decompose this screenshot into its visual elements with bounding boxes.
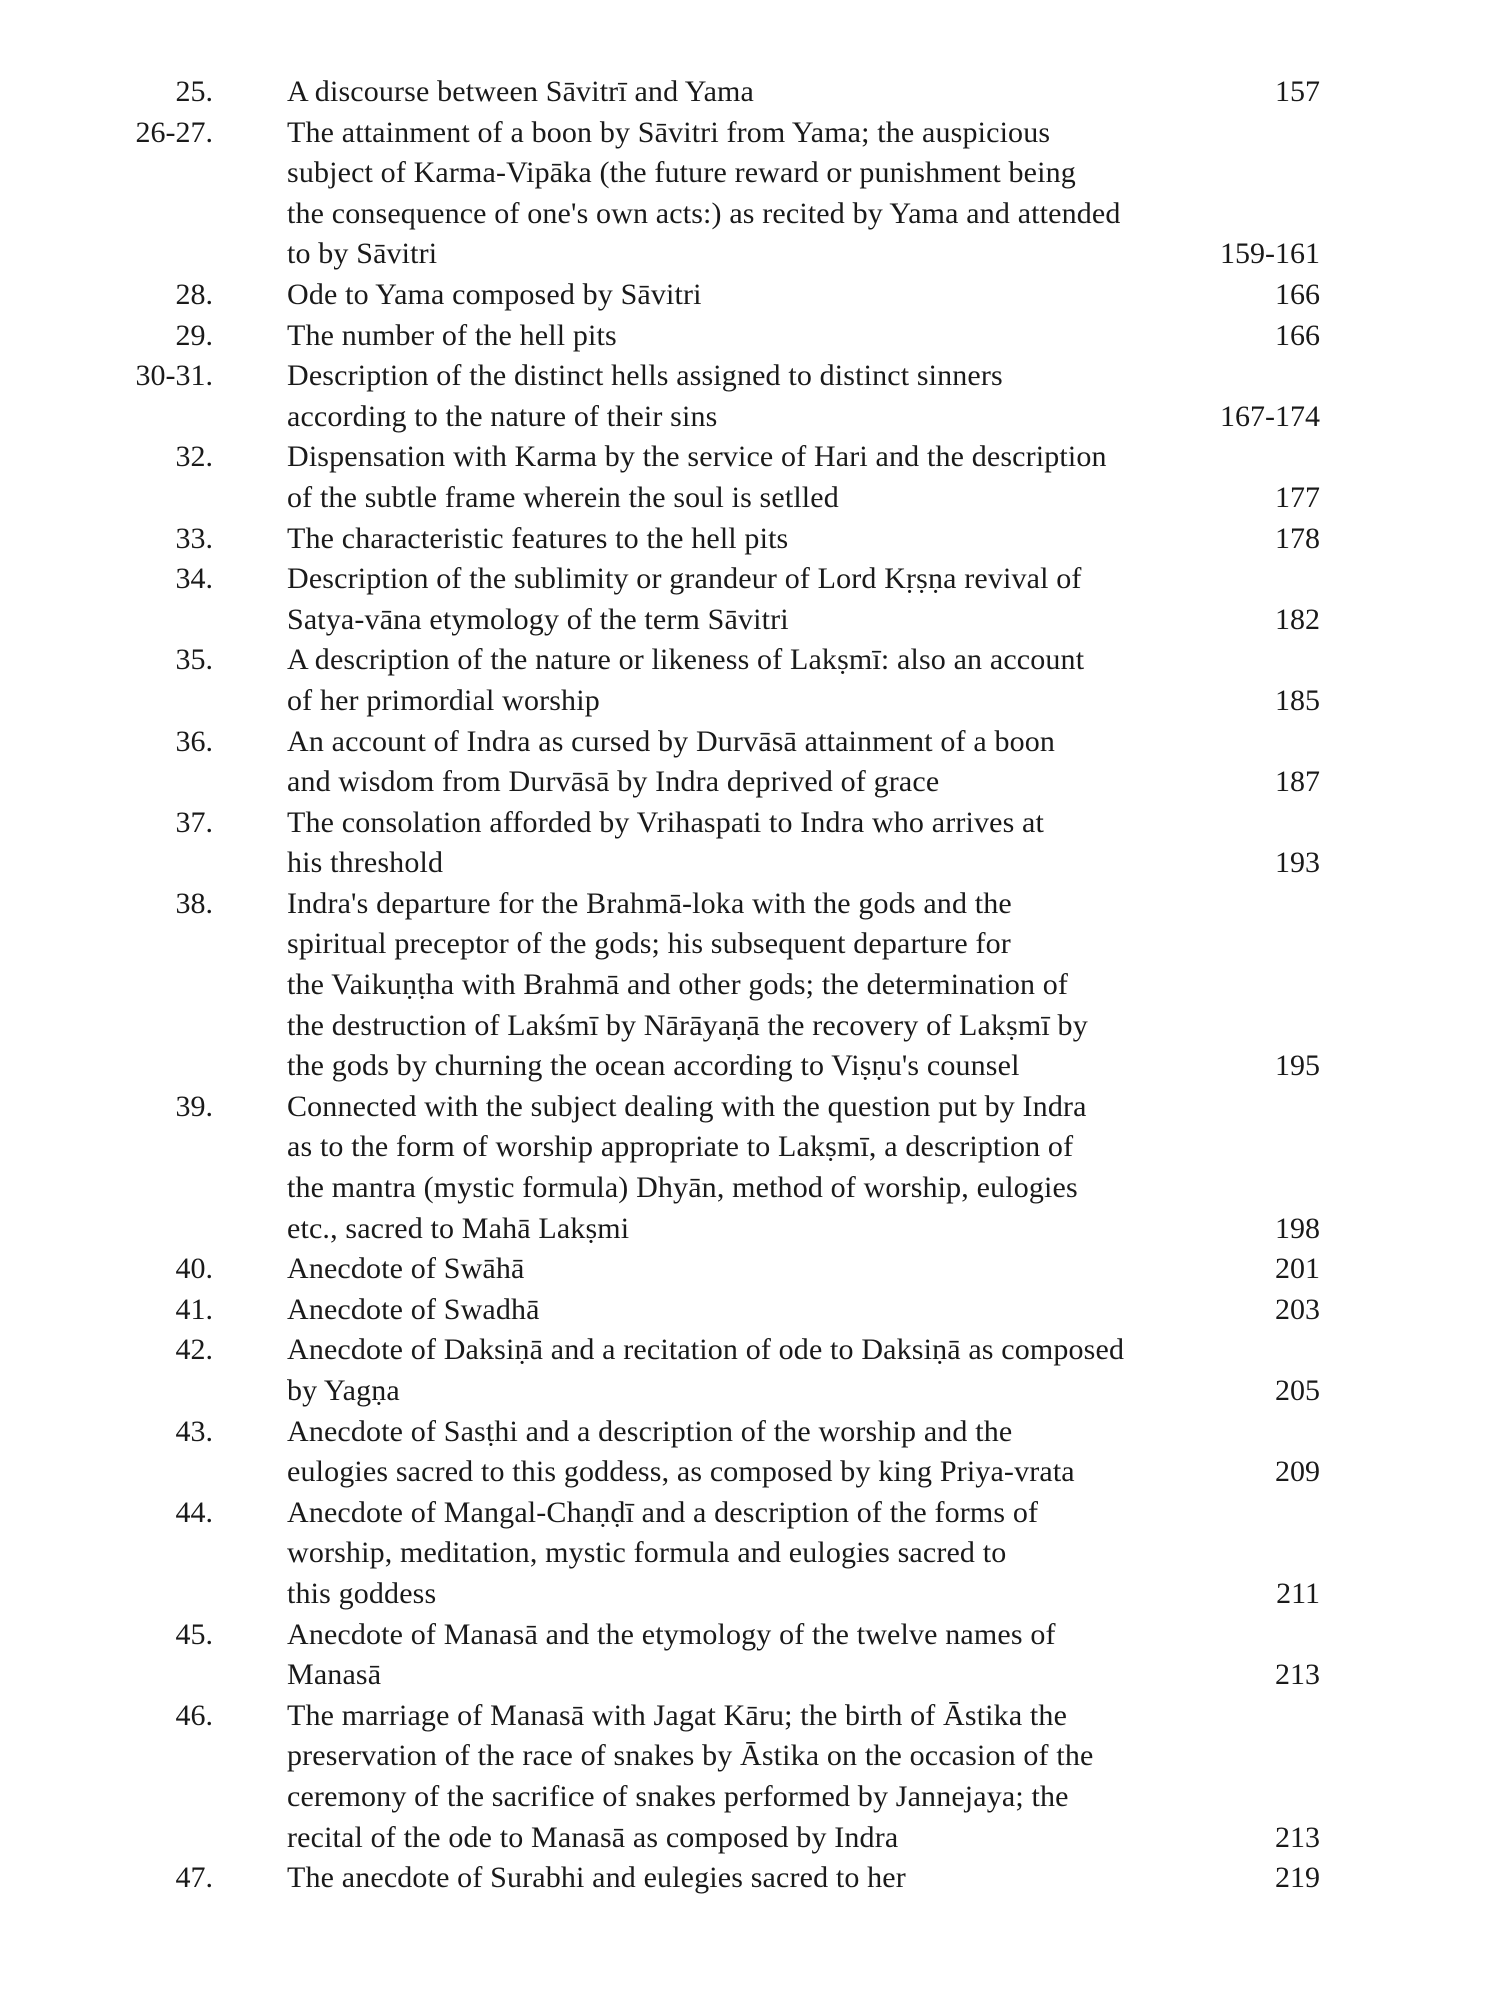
entry-text: The attainment of a boon by Sāvitri from Yama; the auspicious	[287, 115, 1051, 149]
entry-number: 37.	[175, 805, 213, 839]
toc-line	[0, 1006, 1500, 1047]
toc-line	[0, 1087, 1500, 1128]
page-number: 178	[1275, 521, 1320, 555]
entry-number: 46.	[175, 1698, 213, 1732]
entry-text: to by Sāvitri	[287, 237, 438, 271]
toc-line	[0, 1858, 1500, 1899]
toc-line	[0, 397, 1500, 438]
entry-text: this goddess	[287, 1576, 437, 1610]
entry-text: subject of Karma-Vipāka (the future reward or punishment being	[287, 156, 1076, 190]
toc-line	[0, 640, 1500, 681]
entry-text: Description of the distinct hells assigned to distinct sinners	[287, 359, 1003, 393]
toc-line	[0, 1168, 1500, 1209]
entry-text: The characteristic features to the hell pits	[287, 521, 789, 555]
page-number: 195	[1275, 1049, 1320, 1083]
entry-text: Anecdote of Swadhā	[287, 1292, 540, 1326]
entry-number: 30-31.	[135, 359, 213, 393]
page-number: 211	[1276, 1576, 1320, 1610]
toc-line	[0, 1209, 1500, 1250]
entry-text: preservation of the race of snakes by Āstika on the occasion of the	[287, 1739, 1094, 1773]
toc-line	[0, 681, 1500, 722]
entry-text: as to the form of worship appropriate to Lakṣmī, a description of	[287, 1130, 1074, 1164]
toc-line	[0, 1818, 1500, 1859]
toc-line	[0, 965, 1500, 1006]
entry-number: 47.	[175, 1861, 213, 1895]
page-number: 159-161	[1220, 237, 1320, 271]
entry-text: Satya-vāna etymology of the term Sāvitri	[287, 602, 789, 636]
toc-line	[0, 1127, 1500, 1168]
page-number: 219	[1275, 1861, 1320, 1895]
toc-line	[0, 1330, 1500, 1371]
toc-line	[0, 1777, 1500, 1818]
table-of-contents	[0, 72, 1500, 1899]
entry-number: 41.	[175, 1292, 213, 1326]
entry-text: Anecdote of Daksiṇā and a recitation of ode to Daksiṇā as composed	[287, 1333, 1125, 1367]
page-number: 209	[1275, 1455, 1320, 1489]
entry-number: 45.	[175, 1617, 213, 1651]
page-number: 213	[1275, 1658, 1320, 1692]
entry-text: by Yagṇa	[287, 1374, 400, 1407]
entry-number: 33.	[175, 521, 213, 555]
entry-number: 28.	[175, 277, 213, 311]
entry-text: of the subtle frame wherein the soul is setlled	[287, 480, 839, 514]
toc-line	[0, 803, 1500, 844]
toc-line	[0, 1655, 1500, 1696]
toc-line	[0, 1574, 1500, 1615]
entry-number: 35.	[175, 643, 213, 677]
entry-text: etc., sacred to Mahā Lakṣmi	[287, 1211, 630, 1245]
entry-number: 40.	[175, 1252, 213, 1286]
entry-text: Description of the sublimity or grandeur of Lord Kṛṣṇa revival of	[287, 562, 1082, 596]
toc-line	[0, 924, 1500, 965]
toc-line	[0, 1452, 1500, 1493]
page-number: 177	[1275, 480, 1320, 514]
entry-text: spiritual preceptor of the gods; his subsequent departure for	[287, 927, 1011, 961]
entry-number: 42.	[175, 1333, 213, 1367]
entry-number: 32.	[175, 440, 213, 474]
toc-line	[0, 153, 1500, 194]
entry-number: 44.	[175, 1495, 213, 1529]
entry-text: and wisdom from Durvāsā by Indra deprived of grace	[287, 765, 940, 799]
toc-line	[0, 1249, 1500, 1290]
entry-text: Dispensation with Karma by the service of Hari and the description	[287, 440, 1107, 474]
page-number: 166	[1275, 318, 1320, 352]
entry-text: The marriage of Manasā with Jagat Kāru; the birth of Āstika the	[287, 1698, 1068, 1732]
entry-number: 43.	[175, 1414, 213, 1448]
toc-line	[0, 519, 1500, 560]
toc-line	[0, 884, 1500, 925]
entry-text: Ode to Yama composed by Sāvitri	[287, 277, 702, 311]
entry-number: 29.	[175, 318, 213, 352]
entry-text: eulogies sacred to this goddess, as composed by king Priya-vrata	[287, 1455, 1075, 1489]
toc-line	[0, 1615, 1500, 1656]
page-number: 167-174	[1220, 399, 1320, 433]
toc-line	[0, 234, 1500, 275]
toc-line	[0, 1371, 1500, 1412]
entry-text: Manasā	[287, 1658, 382, 1692]
toc-line	[0, 1046, 1500, 1087]
entry-text: of her primordial worship	[287, 683, 600, 717]
entry-number: 39.	[175, 1089, 213, 1123]
page-number: 193	[1275, 846, 1320, 880]
entry-text: the destruction of Lakśmī by Nārāyaṇā the recovery of Lakṣmī by	[287, 1008, 1088, 1042]
toc-line	[0, 478, 1500, 519]
toc-line	[0, 762, 1500, 803]
toc-line	[0, 316, 1500, 357]
toc-line	[0, 600, 1500, 641]
toc-line	[0, 72, 1500, 113]
entry-text: Anecdote of Swāhā	[287, 1252, 525, 1286]
toc-line	[0, 437, 1500, 478]
toc-line	[0, 1696, 1500, 1737]
entry-text: the Vaikuṇṭha with Brahmā and other gods; the determination of	[287, 968, 1069, 1002]
toc-line	[0, 559, 1500, 600]
entry-text: The consolation afforded by Vrihaspati to Indra who arrives at	[287, 805, 1044, 839]
page-number: 203	[1275, 1292, 1320, 1326]
entry-number: 25.	[175, 75, 213, 108]
entry-number: 36.	[175, 724, 213, 758]
page-number: 205	[1275, 1374, 1320, 1407]
page-number: 187	[1275, 765, 1320, 799]
entry-text: The number of the hell pits	[287, 318, 617, 352]
entry-text: Anecdote of Manasā and the etymology of the twelve names of	[287, 1617, 1056, 1651]
entry-text: worship, meditation, mystic formula and eulogies sacred to	[287, 1536, 1007, 1570]
entry-text: A description of the nature or likeness of Lakṣmī: also an account	[287, 643, 1085, 677]
entry-text: Anecdote of Sasṭhi and a description of the worship and the	[287, 1414, 1013, 1448]
toc-line	[0, 356, 1500, 397]
entry-text: the gods by churning the ocean according to Viṣṇu's counsel	[287, 1049, 1020, 1083]
toc-line	[0, 1493, 1500, 1534]
entry-text: The anecdote of Surabhi and eulegies sacred to her	[287, 1861, 906, 1895]
page-number: 166	[1275, 277, 1320, 311]
page-number: 213	[1275, 1820, 1320, 1854]
entry-text: A discourse between Sāvitrī and Yama	[287, 75, 754, 108]
entry-text: Connected with the subject dealing with the question put by Indra	[287, 1089, 1087, 1123]
entry-text: Indra's departure for the Brahmā-loka with the gods and the	[287, 886, 1012, 920]
toc-line	[0, 275, 1500, 316]
toc-line	[0, 1736, 1500, 1777]
toc-line	[0, 722, 1500, 763]
entry-text: An account of Indra as cursed by Durvāsā attainment of a boon	[287, 724, 1056, 758]
page-number: 185	[1275, 683, 1320, 717]
toc-line	[0, 1290, 1500, 1331]
page-number: 198	[1275, 1211, 1320, 1245]
entry-text: according to the nature of their sins	[287, 399, 718, 433]
entry-text: recital of the ode to Manasā as composed by Indra	[287, 1820, 899, 1854]
page-number: 182	[1275, 602, 1320, 636]
entry-text: the consequence of one's own acts:) as recited by Yama and attended	[287, 196, 1121, 230]
toc-line	[0, 1412, 1500, 1453]
entry-text: the mantra (mystic formula) Dhyān, method of worship, eulogies	[287, 1171, 1078, 1205]
toc-line	[0, 113, 1500, 154]
entry-text: his threshold	[287, 846, 444, 880]
entry-text: ceremony of the sacrifice of snakes performed by Jannejaya; the	[287, 1779, 1069, 1813]
page-number: 201	[1275, 1252, 1320, 1286]
entry-number: 34.	[175, 562, 213, 596]
toc-line	[0, 1533, 1500, 1574]
entry-number: 38.	[175, 886, 213, 920]
entry-text: Anecdote of Mangal-Chaṇḍī and a description of the forms of	[287, 1495, 1039, 1529]
toc-line	[0, 194, 1500, 235]
toc-line	[0, 843, 1500, 884]
entry-number: 26-27.	[135, 115, 213, 149]
page-number: 157	[1275, 75, 1320, 108]
